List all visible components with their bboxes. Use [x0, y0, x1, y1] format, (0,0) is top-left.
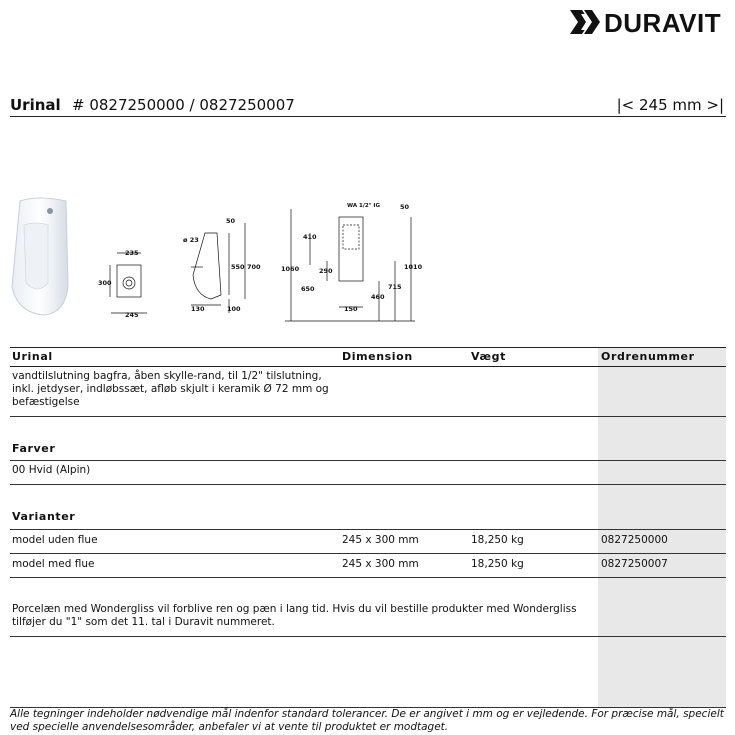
- description-line: inkl. jetdyser, indløbssæt, afløb skjult i keramik Ø 72 mm og: [12, 383, 329, 395]
- dim-side-700: 700: [247, 263, 261, 271]
- dim-rear-1060: 1060: [281, 265, 300, 273]
- table-header: [10, 347, 726, 367]
- divider: [10, 484, 726, 485]
- dim-rear-150: 150: [344, 305, 358, 313]
- dim-rear-650: 650: [301, 285, 315, 293]
- description: [12, 370, 329, 409]
- article-numbers: # 0827250000 / 0827250007: [72, 96, 295, 114]
- dim-rear-410: 410: [303, 233, 317, 241]
- description-line: vandtilslutning bagfra, åben skylle-rand, til 1/2" tilslutning,: [12, 370, 322, 382]
- wondergliss-note: [12, 603, 577, 629]
- variant-name: model uden flue: [12, 534, 98, 546]
- header-order: Ordrenummer: [601, 350, 695, 363]
- variant-dimension: 245 x 300 mm: [342, 558, 419, 570]
- dim-rear-290: 290: [319, 267, 333, 275]
- dim-rear-water-inlet: WA 1/2" IG: [347, 203, 380, 209]
- dim-side-top: 50: [226, 217, 236, 225]
- variant-name: model med flue: [12, 558, 95, 570]
- variants-title: Varianter: [12, 510, 76, 523]
- front-view: [110, 253, 147, 313]
- divider: [10, 416, 726, 417]
- product-name: Urinal: [10, 96, 61, 114]
- variant-order: 0827250007: [601, 558, 668, 570]
- duravit-logo: [568, 6, 728, 38]
- divider: [10, 460, 726, 461]
- footer-disclaimer: [10, 708, 726, 734]
- variant-dimension: 245 x 300 mm: [342, 534, 419, 546]
- dim-rear-715: 715: [388, 283, 402, 291]
- dim-side-depth: 130: [191, 305, 205, 313]
- note-line: tilføjer du "1" som det 11. tal i Duravit nummeret.: [12, 616, 275, 628]
- header-dimension: Dimension: [342, 350, 413, 363]
- divider: [10, 529, 726, 530]
- dim-side-pipe: ø 23: [183, 236, 199, 244]
- dim-front-height: 300: [98, 279, 112, 287]
- dim-front-width-bottom: 245: [125, 311, 139, 319]
- header-weight: Vægt: [471, 350, 506, 363]
- dim-rear-1010: 1010: [404, 263, 423, 271]
- dim-side-100: 100: [227, 305, 241, 313]
- product-title-row: [10, 96, 726, 117]
- footer-line: Alle tegninger indeholder nødvendige mål indenfor standard tolerancer. De er angivet i mm og er vejledende. For præcise mål, specielt: [10, 708, 724, 720]
- brand-name: DURAVIT: [604, 8, 722, 38]
- dim-side-550: 550: [231, 263, 245, 271]
- technical-drawing: [95, 195, 425, 325]
- colors-title: Farver: [12, 442, 56, 455]
- header-name: Urinal: [12, 350, 53, 363]
- divider: [10, 553, 726, 554]
- dim-rear-460: 460: [371, 293, 385, 301]
- variant-weight: 18,250 kg: [471, 534, 524, 546]
- variant-order: 0827250000: [601, 534, 668, 546]
- product-photo: [8, 195, 70, 317]
- order-column-background: [598, 347, 726, 707]
- footer-line: ved specielle anvendelsesområder, anbefaler vi at vente til produktet er modtaget.: [10, 721, 449, 733]
- description-line: befæstigelse: [12, 396, 80, 408]
- variant-weight: 18,250 kg: [471, 558, 524, 570]
- width-label: |< 245 mm >|: [616, 96, 724, 114]
- dim-front-width-top: 235: [125, 249, 139, 257]
- duravit-logo-icon: [568, 6, 604, 38]
- note-line: Porcelæn med Wondergliss vil forblive ren og pæn i lang tid. Hvis du vil bestille produkter med Wondergliss: [12, 603, 577, 615]
- color-item: 00 Hvid (Alpin): [12, 464, 91, 476]
- divider: [10, 577, 726, 578]
- dim-rear-top: 50: [400, 203, 410, 211]
- divider: [10, 636, 726, 637]
